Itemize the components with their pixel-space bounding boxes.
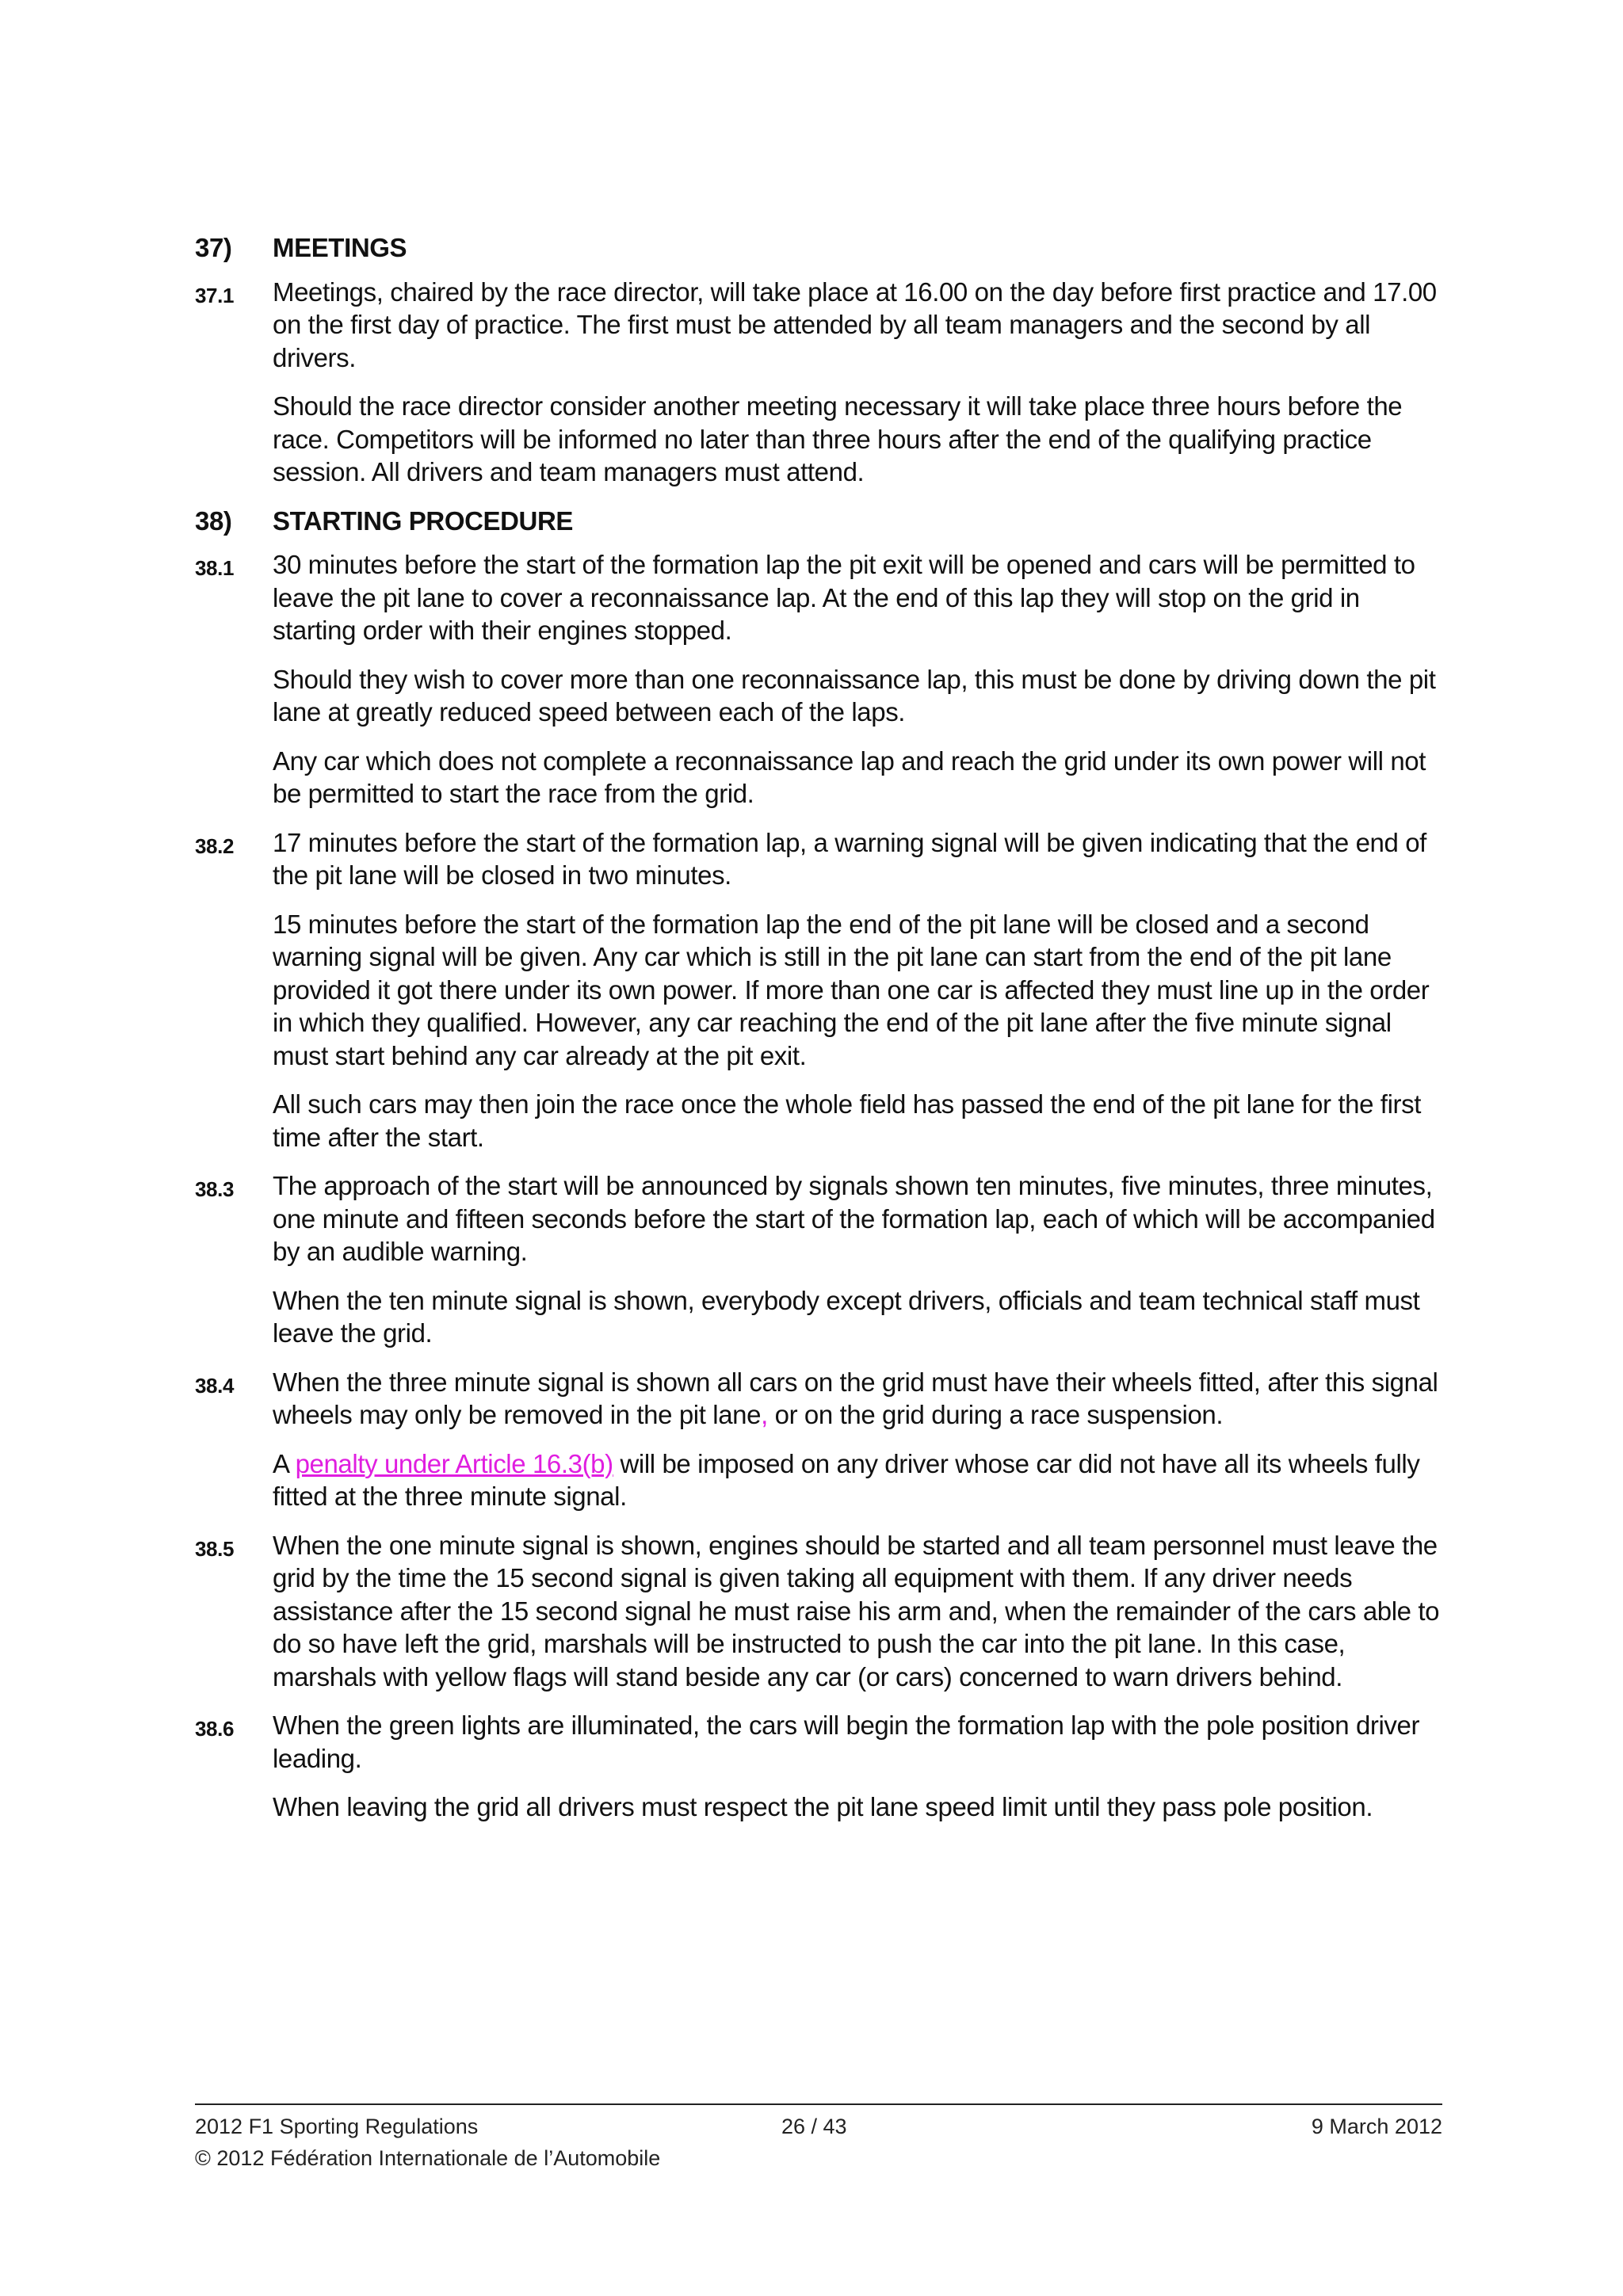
tracked-change-mark: , (761, 1400, 768, 1429)
penalty-article-link[interactable]: penalty under Article 16.3(b) (295, 1448, 613, 1478)
section-heading-38 (195, 505, 1447, 538)
article-body (273, 1366, 1447, 1513)
footer-row (195, 2111, 1442, 2142)
section-number: 38) (195, 505, 232, 536)
article-body (273, 1529, 1447, 1694)
paragraph: The approach of the start will be announced by signals shown ten minutes, five minutes, three minutes, one minute and fifteen seconds before the start of the formation lap, each of which will be accompanied by an audible warning. (273, 1171, 1435, 1266)
section-title: STARTING PROCEDURE (273, 505, 574, 536)
article-38-1 (195, 548, 1447, 810)
paragraph: 15 minutes before the start of the formation lap the end of the pit lane will be closed and a second warning signal will be given. Any car which is still in the pit lane can start from the end of the pit lane provided it got there under its own power. If more than one car is affected they must line up in the order in which they qualified. However, any car reaching the end of the pit lane after the five minute signal must start behind any car already at the pit exit. (273, 909, 1430, 1070)
article-number: 38.6 (195, 1717, 235, 1741)
footer-divider (195, 2103, 1442, 2105)
article-38-6 (195, 1709, 1447, 1824)
article-number: 38.4 (195, 1373, 235, 1398)
article-38-3 (195, 1169, 1447, 1350)
footer-page-number: 26 / 43 (781, 2115, 847, 2138)
article-body (273, 1169, 1447, 1350)
article-number: 38.3 (195, 1177, 235, 1201)
paragraph: When the green lights are illuminated, the cars will begin the formation lap with the pole position driver leading. (273, 1711, 1420, 1773)
article-body (273, 276, 1447, 489)
text-run: A (273, 1448, 296, 1478)
footer-doc-title: 2012 F1 Sporting Regulations (195, 2115, 479, 2138)
article-number: 38.5 (195, 1536, 235, 1561)
paragraph: When leaving the grid all drivers must respect the pit lane speed limit until they pass pole position. (273, 1792, 1373, 1821)
article-body (273, 548, 1447, 810)
text-run: will be imposed on any driver whose car did not have all its wheels fully fitted at the three minute signal. (273, 1448, 1420, 1511)
footer-copyright: © 2012 Fédération Internationale de l’Automobile (195, 2146, 661, 2170)
paragraph: Should they wish to cover more than one reconnaissance lap, this must be done by driving down the pit lane at greatly reduced speed between each of the laps. (273, 664, 1436, 727)
article-body (273, 1709, 1447, 1824)
paragraph: Meetings, chaired by the race director, will take place at 16.00 on the day before first practice and 17.00 on the first day of practice. The first must be attended by all team managers and the second by all drivers. (273, 277, 1437, 372)
article-number: 38.2 (195, 833, 235, 858)
section-title: MEETINGS (273, 233, 407, 262)
article-38-5 (195, 1529, 1447, 1694)
article-38-2 (195, 826, 1447, 1154)
paragraph: 30 minutes before the start of the formation lap the pit exit will be opened and cars will be permitted to leave the pit lane to cover a reconnaissance lap. At the end of this lap they will stop on the grid in starting order with their engines stopped. (273, 550, 1415, 645)
footer-row (195, 2142, 1442, 2174)
paragraph (273, 1366, 1447, 1432)
paragraph: 17 minutes before the start of the formation lap, a warning signal will be given indicating that the end of the pit lane will be closed in two minutes. (273, 827, 1426, 890)
paragraph (273, 1447, 1447, 1513)
page-content (195, 231, 1447, 1840)
paragraph: Any car which does not complete a reconnaissance lap and reach the grid under its own power will not be permitted to start the race from the grid. (273, 746, 1426, 808)
text-run: or on the grid during a race suspension. (767, 1400, 1224, 1429)
section-heading-37 (195, 231, 1447, 265)
paragraph: Should the race director consider another meeting necessary it will take place three hours before the race. Competitors will be informed no later than three hours after the end of the qualifying practice session. All drivers and team managers must attend. (273, 391, 1403, 486)
text-run: When the three minute signal is shown all cars on the grid must have their wheels fitted, after this signal wheels may only be removed in the pit lane (273, 1367, 1438, 1429)
paragraph: All such cars may then join the race once the whole field has passed the end of the pit lane for the first time after the start. (273, 1089, 1421, 1152)
article-38-4 (195, 1366, 1447, 1513)
footer-date: 9 March 2012 (1311, 2115, 1442, 2138)
page-footer (195, 2111, 1442, 2174)
section-number: 37) (195, 233, 232, 262)
article-number: 37.1 (195, 283, 235, 307)
article-37-1 (195, 276, 1447, 489)
paragraph: When the one minute signal is shown, engines should be started and all team personnel must leave the grid by the time the 15 second signal is given taking all equipment with them. If any driver needs assistance after the 15 second signal he must raise his arm and, when the remainder of the cars able to do so have left the grid, marshals will be instructed to push the car into the pit lane. In this case, marshals with yellow flags will stand beside any car (or cars) concerned to warn drivers behind. (273, 1530, 1440, 1691)
paragraph: When the ten minute signal is shown, everybody except drivers, officials and team technical staff must leave the grid. (273, 1285, 1420, 1348)
article-body (273, 826, 1447, 1154)
article-number: 38.1 (195, 556, 235, 580)
